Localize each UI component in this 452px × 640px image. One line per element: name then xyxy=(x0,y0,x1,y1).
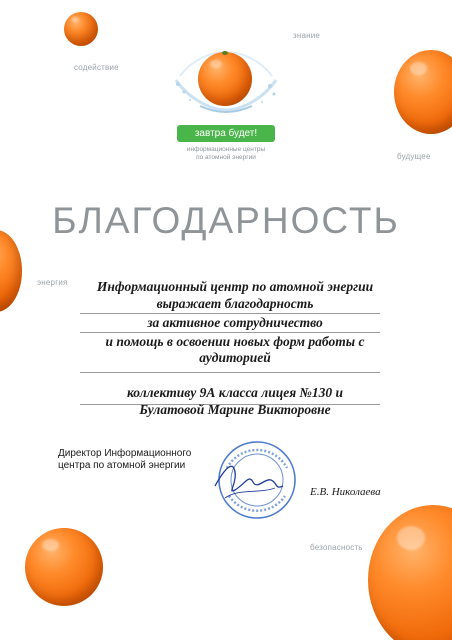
logo xyxy=(170,40,282,174)
body-line-2: выражает благодарность xyxy=(156,296,314,311)
word-future: будущее xyxy=(397,152,431,161)
underline-2 xyxy=(80,332,380,333)
director-line-2: центра по атомной энергии xyxy=(58,460,186,471)
director-title xyxy=(58,448,191,472)
logo-subtitle xyxy=(170,146,282,162)
body-line-3: за активное сотрудничество xyxy=(147,315,323,330)
logo-badge: завтра будет! xyxy=(177,125,275,142)
word-energy: энергия xyxy=(37,278,68,287)
word-knowledge: знание xyxy=(293,31,321,40)
word-safety: безопасность xyxy=(310,543,363,552)
signer-name: Е.В. Николаева xyxy=(310,486,381,498)
director-line-1: Директор Информационного xyxy=(58,448,192,459)
orange-top-right xyxy=(394,50,452,134)
body-line-4: и помощь в освоении новых форм работы с xyxy=(105,334,365,349)
orange-bottom-right xyxy=(368,505,452,640)
underline-1 xyxy=(80,313,380,314)
orange-top-left xyxy=(64,12,98,46)
orange-left-edge xyxy=(0,230,22,312)
orange-bottom-left xyxy=(25,528,103,606)
body-line-1: Информационный центр по атомной энергии xyxy=(96,279,374,294)
logo-subtitle-line2: по атомной энергии xyxy=(196,154,256,161)
underline-3 xyxy=(80,372,380,373)
body-line-5: аудиторией xyxy=(199,350,271,365)
document-title: БЛАГОДАРНОСТЬ xyxy=(52,200,400,241)
logo-orange-stem xyxy=(222,51,228,55)
logo-orange xyxy=(198,52,252,106)
stamp-seal-icon xyxy=(205,438,305,522)
logo-subtitle-line1: информационные центры xyxy=(186,146,266,153)
body-line-7: Булатовой Марине Викторовне xyxy=(139,402,331,417)
word-assistance: содействие xyxy=(74,63,119,72)
body-line-6: коллективу 9А класса лицея №130 и xyxy=(126,385,344,400)
